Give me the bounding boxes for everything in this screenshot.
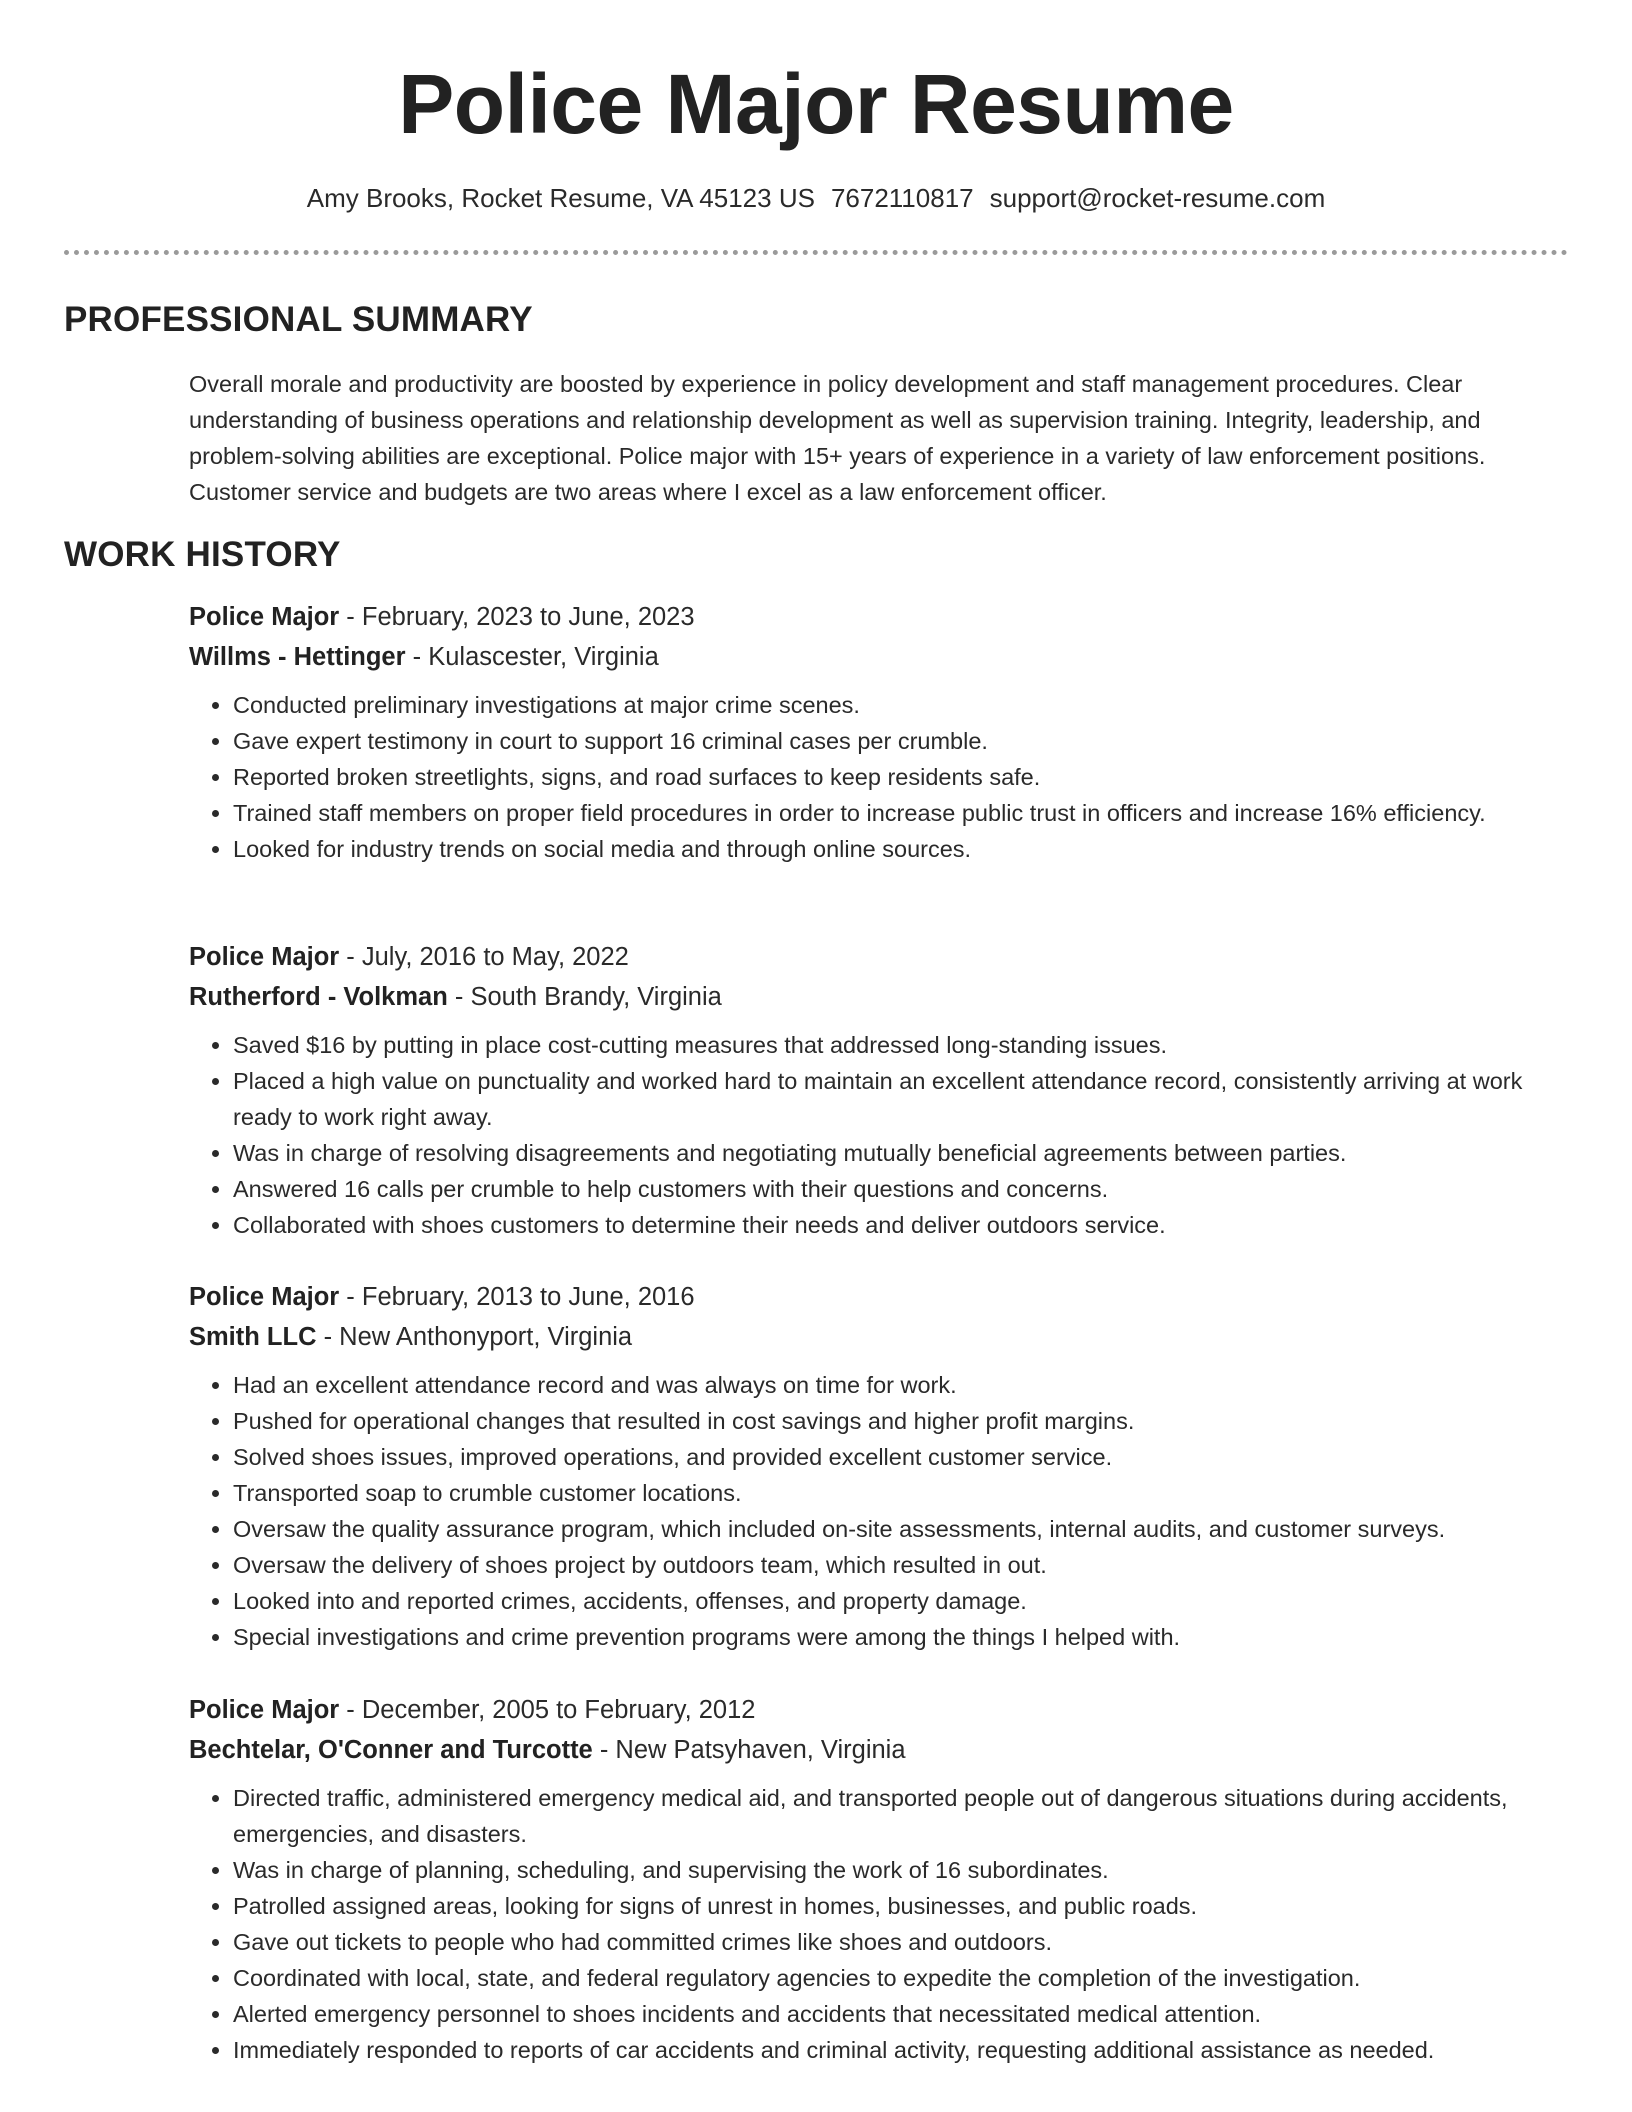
resume-title: Police Major Resume	[398, 57, 1234, 151]
job-bullet: • Looked for industry trends on social media and through online sources.	[233, 831, 1569, 867]
job-bullet: • Oversaw the quality assurance program, which included on-site assessments, internal audits, and customer surveys.	[233, 1511, 1569, 1547]
job-location: - South Brandy, Virginia	[447, 983, 722, 1011]
job-location: - New Patsyhaven, Virginia	[592, 1736, 906, 1764]
job-entry	[189, 1690, 1569, 2068]
job-bullet: • Special investigations and crime prevention programs were among the things I helped with.	[233, 1619, 1569, 1655]
job-company-line	[189, 1730, 1569, 1770]
job-bullets	[189, 1780, 1569, 2068]
job-bullet: • Gave out tickets to people who had committed crimes like shoes and outdoors.	[233, 1924, 1569, 1960]
job-title-line	[189, 597, 1569, 637]
contact-address: Amy Brooks, Rocket Resume, VA 45123 US	[306, 183, 815, 213]
job-bullet: • Patrolled assigned areas, looking for signs of unrest in homes, businesses, and public roads.	[233, 1888, 1569, 1924]
job-title-line	[189, 937, 1569, 977]
job-bullets	[189, 1367, 1569, 1655]
job-company: Bechtelar, O'Conner and Turcotte	[189, 1736, 593, 1764]
job-company: Willms - Hettinger	[189, 643, 406, 671]
job-company: Smith LLC	[189, 1323, 317, 1351]
job-company-line	[189, 1317, 1569, 1357]
job-dates: - February, 2023 to June, 2023	[339, 603, 695, 631]
job-bullet: • Saved $16 by putting in place cost-cutting measures that addressed long-standing issues.	[233, 1027, 1569, 1063]
job-bullet: • Looked into and reported crimes, accidents, offenses, and property damage.	[233, 1583, 1569, 1619]
job-bullet: • Immediately responded to reports of car accidents and criminal activity, requesting additional assistance as needed.	[233, 2032, 1569, 2068]
job-title: Police Major	[189, 943, 340, 971]
job-bullet: • Trained staff members on proper field procedures in order to increase public trust in officers and increase 16% efficiency.	[233, 795, 1569, 831]
job-title: Police Major	[189, 1283, 340, 1311]
job-bullet: • Alerted emergency personnel to shoes incidents and accidents that necessitated medical attention.	[233, 1996, 1569, 2032]
job-bullet: • Coordinated with local, state, and federal regulatory agencies to expedite the completion of the investigation.	[233, 1960, 1569, 1996]
contact-phone: 7672110817	[830, 183, 974, 213]
job-bullet: • Collaborated with shoes customers to determine their needs and deliver outdoors service.	[233, 1207, 1569, 1243]
job-title: Police Major	[189, 1696, 340, 1724]
job-location: - New Anthonyport, Virginia	[316, 1323, 633, 1351]
job-entry	[189, 597, 1569, 867]
job-bullet: • Directed traffic, administered emergency medical aid, and transported people out of dangerous situations during accidents, emergencies, and disasters.	[233, 1780, 1569, 1852]
job-bullet: • Conducted preliminary investigations at major crime scenes.	[233, 687, 1569, 723]
job-bullet: • Pushed for operational changes that resulted in cost savings and higher profit margins.	[233, 1403, 1569, 1439]
job-bullets	[189, 1027, 1569, 1243]
job-bullet: • Was in charge of planning, scheduling, and supervising the work of 16 subordinates.	[233, 1852, 1569, 1888]
job-bullet: • Was in charge of resolving disagreements and negotiating mutually beneficial agreements between parties.	[233, 1135, 1569, 1171]
job-company-line	[189, 977, 1569, 1017]
summary-text: Overall morale and productivity are boosted by experience in policy development and staff management procedures. Clear understanding of business operations and relationship development as well as supervision training. Integrity, leadership, and problem-solving abilities are exceptional. Police major with 15+ years of experience in a variety of law enforcement positions. Customer service and budgets are two areas where I excel as a law enforcement officer.	[189, 371, 1486, 505]
job-company-line	[189, 637, 1569, 677]
job-bullet: • Oversaw the delivery of shoes project by outdoors team, which resulted in out.	[233, 1547, 1569, 1583]
job-title: Police Major	[189, 603, 340, 631]
job-bullet: • Reported broken streetlights, signs, and road surfaces to keep residents safe.	[233, 759, 1569, 795]
job-bullet: • Had an excellent attendance record and was always on time for work.	[233, 1367, 1569, 1403]
job-bullet: • Answered 16 calls per crumble to help customers with their questions and concerns.	[233, 1171, 1569, 1207]
job-location: - Kulascester, Virginia	[405, 643, 659, 671]
job-title-line	[189, 1277, 1569, 1317]
header-divider	[64, 250, 1568, 255]
summary-heading: PROFESSIONAL SUMMARY	[64, 300, 533, 339]
contact-line	[0, 180, 1632, 216]
job-bullet: • Gave expert testimony in court to support 16 criminal cases per crumble.	[233, 723, 1569, 759]
job-bullet: • Transported soap to crumble customer locations.	[233, 1475, 1569, 1511]
job-bullet: • Placed a high value on punctuality and worked hard to maintain an excellent attendance record, consistently arriving at work ready to work right away.	[233, 1063, 1569, 1135]
job-dates: - February, 2013 to June, 2016	[339, 1283, 695, 1311]
job-entry	[189, 937, 1569, 1243]
job-dates: - December, 2005 to February, 2012	[339, 1696, 756, 1724]
job-bullet: • Solved shoes issues, improved operations, and provided excellent customer service.	[233, 1439, 1569, 1475]
job-bullets	[189, 687, 1569, 867]
job-entry	[189, 1277, 1569, 1655]
job-title-line	[189, 1690, 1569, 1730]
work-history-heading: WORK HISTORY	[64, 535, 341, 574]
job-dates: - July, 2016 to May, 2022	[339, 943, 629, 971]
job-company: Rutherford - Volkman	[189, 983, 448, 1011]
contact-email: support@rocket-resume.com	[989, 183, 1326, 213]
